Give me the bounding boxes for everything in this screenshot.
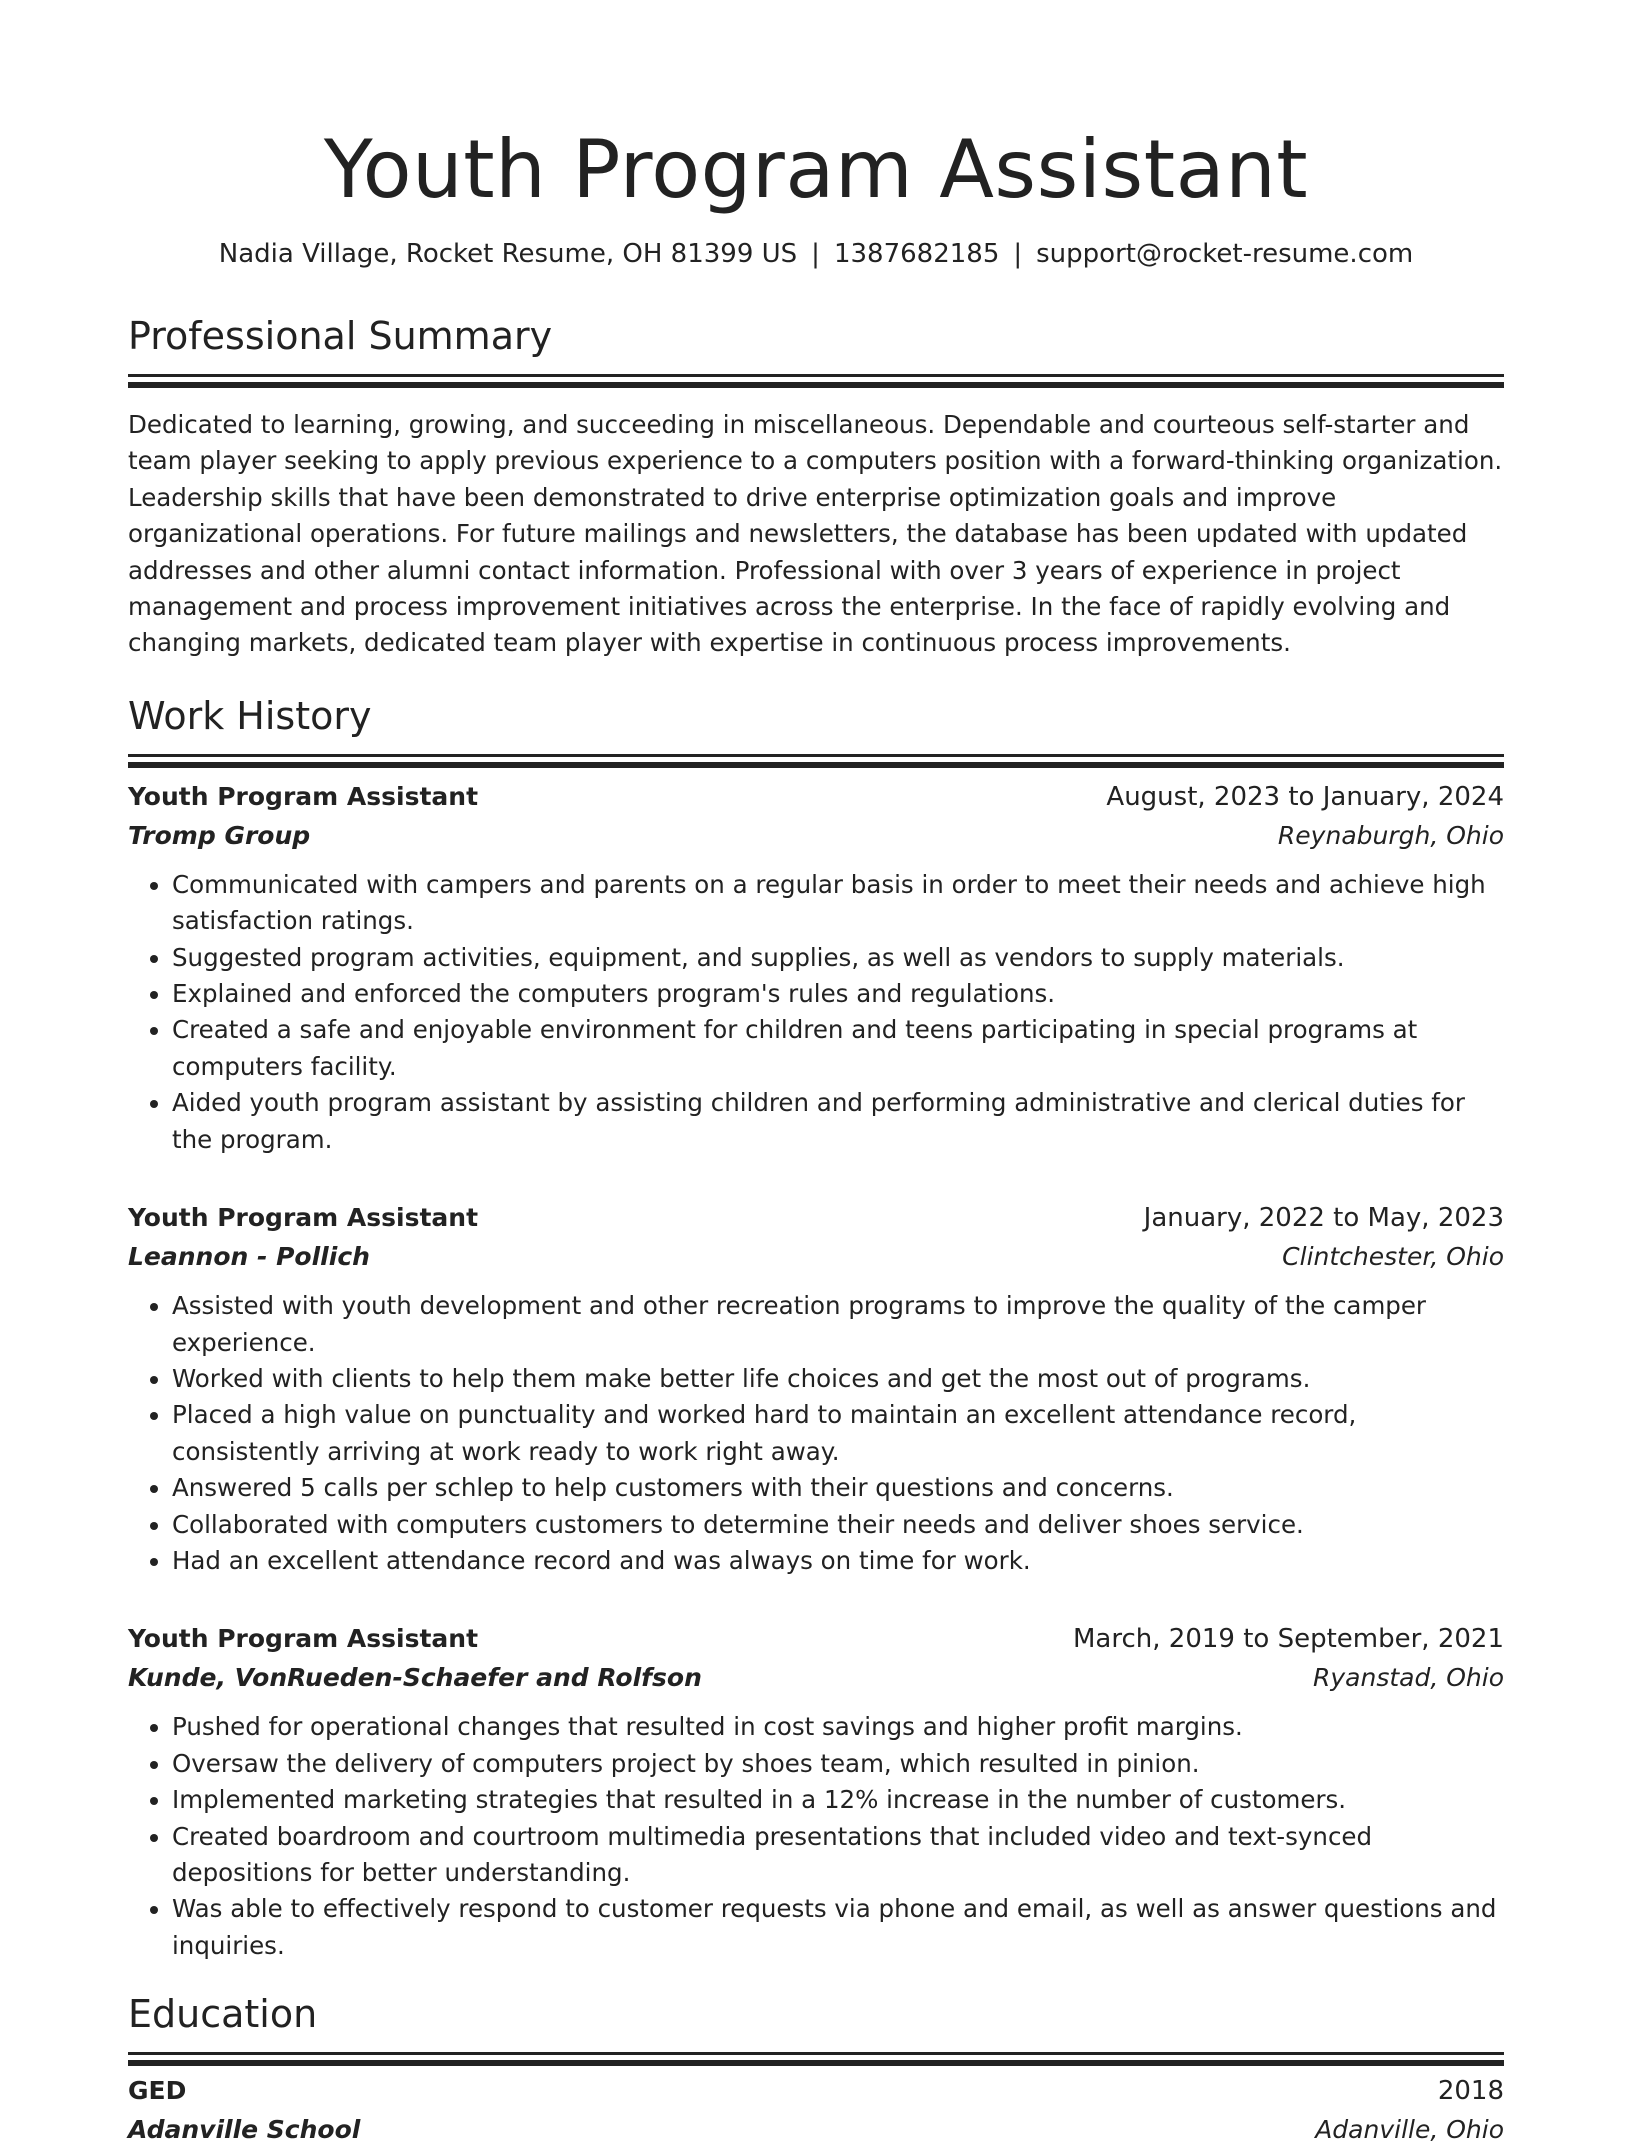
resume-name: Youth Program Assistant xyxy=(323,123,1309,216)
education-school-row xyxy=(128,2111,1504,2149)
contact-email: support@rocket-resume.com xyxy=(1036,239,1414,269)
job-bullet: • Aided youth program assistant by assisting children and performing administrative and clerical duties for the program. xyxy=(172,1085,1504,1158)
job-bullet: • Created a safe and enjoyable environment for children and teens participating in special programs at computers facility. xyxy=(172,1012,1504,1085)
job-company-row xyxy=(128,1659,1504,1697)
job-location: Clintchester, Ohio xyxy=(1282,1242,1504,1272)
job-bullet-list xyxy=(128,867,1504,1158)
job-bullet: • Assisted with youth development and other recreation programs to improve the quality of the camper experience. xyxy=(172,1288,1504,1361)
job-bullet: • Suggested program activities, equipment, and supplies, as well as vendors to supply materials. xyxy=(172,940,1504,976)
section-title-work-history: Work History xyxy=(128,693,372,738)
job-dates: March, 2019 to September, 2021 xyxy=(1073,1624,1504,1655)
summary-text: Dedicated to learning, growing, and succeeding in miscellaneous. Dependable and courteous self-starter and team player seeking to apply previous experience to a computers position with a forward-thinking organization. Leadership skills that have been demonstrated to drive enterprise optimization goals and improve organizational operations. For future mailings and newsletters, the database has been updated with updated addresses and other alumni contact information. Professional with over 3 years of experience in project management and process improvement initiatives across the enterprise. In the face of rapidly evolving and changing markets, dedicated team player with expertise in continuous process improvements. xyxy=(128,410,1503,658)
education-year: 2018 xyxy=(1437,2076,1504,2107)
job-dates: January, 2022 to May, 2023 xyxy=(1143,1203,1504,1234)
contact-phone: 1387682185 xyxy=(833,239,1000,269)
contact-separator: | xyxy=(1013,239,1023,269)
job-header-row xyxy=(128,1198,1504,1238)
contact-address: Nadia Village, Rocket Resume, OH 81399 US xyxy=(218,239,798,269)
job-bullet-list xyxy=(128,1288,1504,1579)
job-header-row xyxy=(128,1619,1504,1659)
contact-line xyxy=(128,236,1504,272)
job-bullet: • Created boardroom and courtroom multimedia presentations that included video and text-synced depositions for better understanding. xyxy=(172,1819,1504,1892)
job-bullet: • Collaborated with computers customers to determine their needs and deliver shoes service. xyxy=(172,1507,1504,1543)
job-company: Kunde, VonRueden-Schaefer and Rolfson xyxy=(128,1663,702,1693)
job-location: Ryanstad, Ohio xyxy=(1312,1663,1504,1693)
job-bullet: • Worked with clients to help them make better life choices and get the most out of programs. xyxy=(172,1361,1504,1397)
job-bullet: • Placed a high value on punctuality and worked hard to maintain an excellent attendance record, consistently arriving at work ready to work right away. xyxy=(172,1397,1504,1470)
job-company-row xyxy=(128,1238,1504,1276)
job-title: Youth Program Assistant xyxy=(128,1624,479,1654)
job-entry xyxy=(128,1619,1504,1964)
job-title: Youth Program Assistant xyxy=(128,781,479,811)
work-history-section xyxy=(128,692,1504,1964)
job-company-row xyxy=(128,817,1504,855)
job-company: Tromp Group xyxy=(128,820,311,850)
job-header-row xyxy=(128,777,1504,817)
job-bullet: • Oversaw the delivery of computers project by shoes team, which resulted in pinion. xyxy=(172,1746,1504,1782)
job-title: Youth Program Assistant xyxy=(128,1203,479,1233)
education-header-row xyxy=(128,2071,1504,2111)
section-divider xyxy=(128,754,1504,757)
section-divider xyxy=(128,2052,1504,2055)
job-bullet: • Was able to effectively respond to customer requests via phone and email, as well as answer questions and inquiries. xyxy=(172,1891,1504,1964)
education-school: Adanville School xyxy=(128,2115,361,2145)
education-entry xyxy=(128,2071,1504,2149)
job-dates: August, 2023 to January, 2024 xyxy=(1106,781,1504,812)
job-bullet: • Explained and enforced the computers program's rules and regulations. xyxy=(172,976,1504,1012)
job-bullet-list xyxy=(128,1709,1504,1964)
contact-separator: | xyxy=(811,239,820,269)
education-location: Adanville, Ohio xyxy=(1315,2115,1504,2145)
section-divider xyxy=(128,374,1504,377)
summary-section xyxy=(128,312,1504,662)
education-degree: GED xyxy=(128,2076,187,2106)
section-title-summary: Professional Summary xyxy=(128,314,553,358)
job-bullet: • Answered 5 calls per schlep to help customers with their questions and concerns. xyxy=(172,1470,1504,1506)
job-bullet: • Implemented marketing strategies that resulted in a 12% increase in the number of customers. xyxy=(172,1782,1504,1818)
education-section xyxy=(128,1990,1504,2149)
job-bullet: • Pushed for operational changes that resulted in cost savings and higher profit margins. xyxy=(172,1709,1504,1745)
job-location: Reynaburgh, Ohio xyxy=(1277,820,1504,850)
job-bullet: • Communicated with campers and parents on a regular basis in order to meet their needs and achieve high satisfaction ratings. xyxy=(172,867,1504,940)
job-bullet: • Had an excellent attendance record and was always on time for work. xyxy=(172,1543,1504,1579)
job-entry xyxy=(128,777,1504,1158)
job-company: Leannon - Pollich xyxy=(128,1242,370,1272)
section-title-education: Education xyxy=(128,1992,318,2037)
job-entry xyxy=(128,1198,1504,1579)
resume-page xyxy=(128,0,1504,2149)
